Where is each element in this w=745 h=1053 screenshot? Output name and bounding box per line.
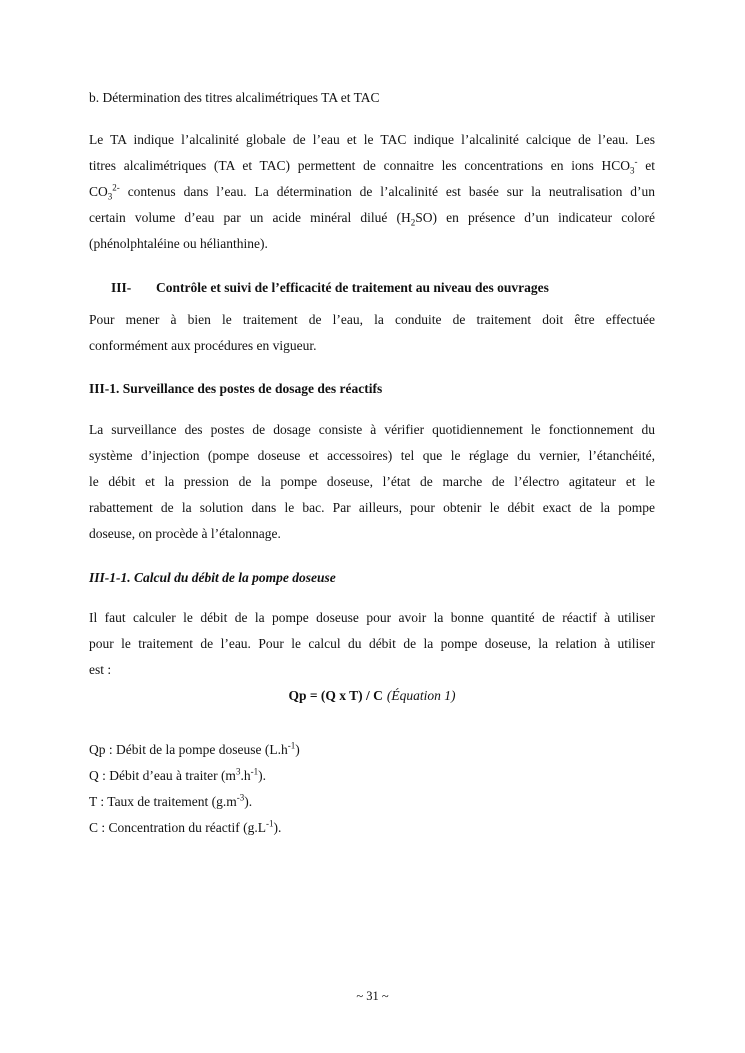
definition-c	[89, 815, 655, 841]
definitions-list	[89, 737, 655, 841]
para3-line2: système d’injection (pompe doseuse et accessoires) tel que le réglage du vernier, l’étanchéité,	[89, 448, 655, 463]
definition-t-end: ).	[244, 794, 253, 809]
definition-c-text: C : Concentration du réactif (g.L	[89, 820, 266, 835]
heading-3-1-text: III-1. Surveillance des postes de dosage des réactifs	[89, 381, 383, 396]
definition-q	[89, 763, 655, 789]
para3-line1: La surveillance des postes de dosage consiste à vérifier quotidiennement le fonctionnement du	[89, 422, 655, 437]
section-3-title: Contrôle et suivi de l’efficacité de traitement au niveau des ouvrages	[156, 280, 549, 295]
para1-line3-sup: 2-	[112, 182, 120, 193]
definition-qp-end: )	[295, 742, 300, 757]
para1-line1: Le TA indique l’alcalinité globale de l’eau et le TAC indique l’alcalinité calcique de l’eau. Les	[89, 132, 655, 147]
definition-t-text: T : Taux de traitement (g.m	[89, 794, 237, 809]
para1-line3-text: contenus dans l’eau. La détermination de l’alcalinité est basée sur la neutralisation d’un	[119, 184, 655, 199]
definition-c-end: ).	[273, 820, 282, 835]
para1-line2-end: et	[637, 158, 655, 173]
para3-line3: le débit et la pression de la pompe doseuse, l’état de marche de l’électro agitateur et le	[89, 474, 655, 489]
para1-line2	[89, 153, 655, 179]
heading-3-1-1	[89, 565, 655, 591]
para1-line3	[89, 179, 655, 205]
paragraph-conduite	[89, 307, 655, 359]
para4-line3: est :	[89, 662, 112, 677]
definition-q-end: ).	[258, 768, 266, 783]
paragraph-alcalinite	[89, 127, 655, 257]
para1-line3-sub: 3	[107, 191, 113, 202]
para1-line4	[89, 205, 655, 231]
definition-q-mid: .h	[240, 768, 251, 783]
para1-line5: (phénolphtaléine ou hélianthine).	[89, 236, 268, 251]
section-3-heading	[89, 275, 655, 301]
definition-qp-sup: -1	[287, 740, 296, 751]
para4-line2: pour le traitement de l’eau. Pour le calcul du débit de la pompe doseuse, la relation à utiliser	[89, 636, 655, 651]
para1-line2-sup: -	[634, 156, 638, 167]
para3-line5: doseuse, on procède à l’étalonnage.	[89, 526, 281, 541]
heading-b	[89, 85, 655, 111]
heading-3-1	[89, 376, 655, 402]
para4-line1: Il faut calculer le débit de la pompe doseuse pour avoir la bonne quantité de réactif à utiliser	[89, 610, 655, 625]
definition-qp-text: Qp : Débit de la pompe doseuse (L.h	[89, 742, 288, 757]
definition-q-sup2: -1	[250, 766, 259, 777]
page-number: ~ 31 ~	[356, 989, 389, 1003]
equation-label: (Équation 1)	[386, 688, 456, 703]
para1-line4-end: SO) en présence d’un indicateur coloré	[415, 210, 655, 225]
paragraph-calcul	[89, 605, 655, 683]
paragraph-surveillance	[89, 417, 655, 547]
para1-line2-sub: 3	[630, 165, 635, 176]
para3-line4: rabattement de la solution dans le bac. Par ailleurs, pour obtenir le débit exact de la pompe	[89, 500, 655, 515]
equation-formula: Qp = (Q x T) / C	[288, 688, 383, 703]
definition-c-sup: -1	[265, 818, 274, 829]
para2-line2: conformément aux procédures en vigueur.	[89, 338, 317, 353]
para1-line4-text: certain volume d’eau par un acide minéral dilué (H	[89, 210, 411, 225]
definition-qp	[89, 737, 655, 763]
heading-b-text: b. Détermination des titres alcalimétriques TA et TAC	[89, 90, 380, 105]
section-3-number: III-	[111, 280, 132, 295]
para1-line4-sub: 2	[410, 217, 416, 228]
para1-line2-text: titres alcalimétriques (TA et TAC) permettent de connaitre les concentrations en ions HCO	[89, 158, 631, 173]
definition-q-text: Q : Débit d’eau à traiter (m	[89, 768, 236, 783]
definition-t-sup: -3	[236, 792, 245, 803]
equation-1	[89, 683, 655, 709]
definition-t	[89, 789, 655, 815]
definition-q-sup: 3	[235, 766, 241, 777]
heading-3-1-1-text: III-1-1. Calcul du débit de la pompe doseuse	[89, 570, 336, 585]
para2-line1: Pour mener à bien le traitement de l’eau, la conduite de traitement doit être effectuée	[89, 312, 655, 327]
para1-line3-start: CO	[89, 184, 108, 199]
